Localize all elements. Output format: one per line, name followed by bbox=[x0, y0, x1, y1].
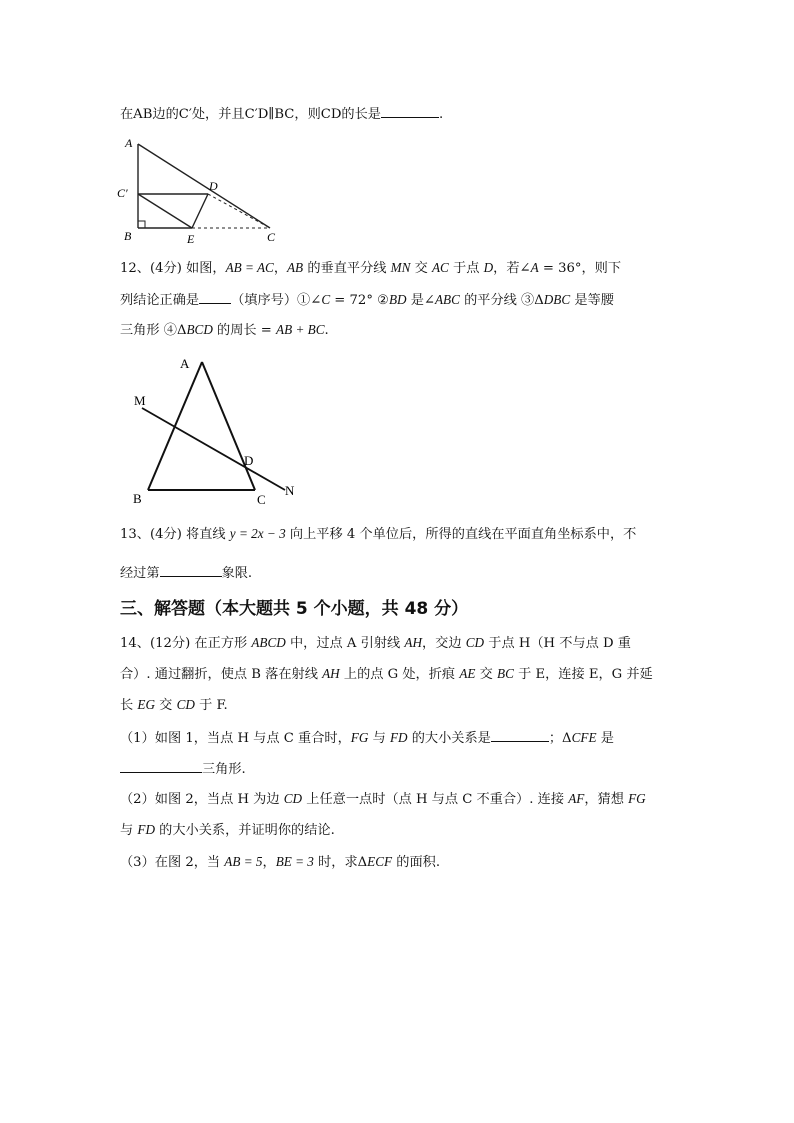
segment-DC-dashed bbox=[208, 194, 270, 228]
q11-tail-line: 在AB边的C′处，并且C′D∥BC，则CD的长是 . bbox=[120, 103, 443, 125]
q14-line-1: 14、(12分) 在正方形 ABCD 中，过点 A 引射线 AH，交边 CD 于点 H（H 不与点 D 重 bbox=[120, 635, 631, 651]
label-M: M bbox=[134, 393, 146, 408]
segment-AC bbox=[202, 362, 255, 490]
segment-CprimeE bbox=[138, 194, 192, 228]
answer-blank[interactable] bbox=[120, 758, 202, 773]
label-N: N bbox=[285, 483, 295, 498]
q14-line-2: 合）. 通过翻折，使点 B 落在射线 AH 上的点 G 处，折痕 AE 交 BC 于 E，连接 E，G 并延 bbox=[120, 666, 653, 682]
q11-text: 在AB边的C′处，并且C′D∥BC，则CD的长是 bbox=[120, 107, 381, 122]
label-E: E bbox=[187, 232, 195, 246]
q14-line-3: 长 EG 交 CD 于 F. bbox=[120, 697, 228, 713]
label-D: D bbox=[244, 453, 254, 468]
q14-part-3: （3）在图 2，当 AB = 5，BE = 3 时，求ΔECF 的面积. bbox=[120, 854, 441, 870]
answer-blank[interactable] bbox=[199, 289, 231, 304]
q12-line-1: 12、(4分) 如图，AB = AC，AB 的垂直平分线 MN 交 AC 于点 D，若∠A = 36°，则下 bbox=[120, 260, 622, 276]
label-A: A bbox=[125, 136, 133, 150]
figure-2 bbox=[120, 350, 310, 510]
right-angle-mark bbox=[138, 221, 145, 228]
segment-DE bbox=[192, 194, 208, 228]
q13-line-1: 13、(4分) 将直线 y = 2x − 3 向上平移 4 个单位后，所得的直线在平面直角坐标系中，不 bbox=[120, 526, 637, 542]
label-D: D bbox=[209, 179, 218, 193]
label-B: B bbox=[124, 229, 132, 243]
figure-1 bbox=[112, 130, 292, 248]
label-C: C bbox=[267, 230, 276, 244]
section-heading: 三、解答题（本大题共 5 个小题，共 48 分） bbox=[120, 599, 469, 619]
q13-line-2: 经过第 象限. bbox=[120, 562, 252, 584]
q14-part-2-cont: 与 FD 的大小关系，并证明你的结论. bbox=[120, 822, 335, 838]
q14-part-1: （1）如图 1，当点 H 与点 C 重合时，FG 与 FD 的大小关系是 ；ΔCFE 是 bbox=[120, 727, 614, 749]
label-A: A bbox=[180, 356, 190, 371]
line-MN bbox=[142, 408, 285, 490]
label-C-prime: C′ bbox=[117, 186, 128, 200]
segment-AC bbox=[138, 144, 270, 228]
label-B: B bbox=[133, 491, 142, 506]
answer-blank[interactable] bbox=[381, 103, 439, 118]
label-C: C bbox=[257, 492, 266, 507]
q14-part-1-cont: 三角形. bbox=[120, 758, 246, 780]
q12-line-3: 三角形 ④ΔBCD 的周长 = AB + BC. bbox=[120, 322, 329, 338]
q14-part-2: （2）如图 2，当点 H 为边 CD 上任意一点时（点 H 与点 C 不重合）. 连接 AF，猜想 FG bbox=[120, 791, 646, 807]
q12-line-2: 列结论正确是 （填序号）①∠C = 72° ②BD 是∠ABC 的平分线 ③ΔDBC 是等腰 bbox=[120, 289, 614, 311]
answer-blank[interactable] bbox=[160, 562, 222, 577]
answer-blank[interactable] bbox=[491, 727, 549, 742]
